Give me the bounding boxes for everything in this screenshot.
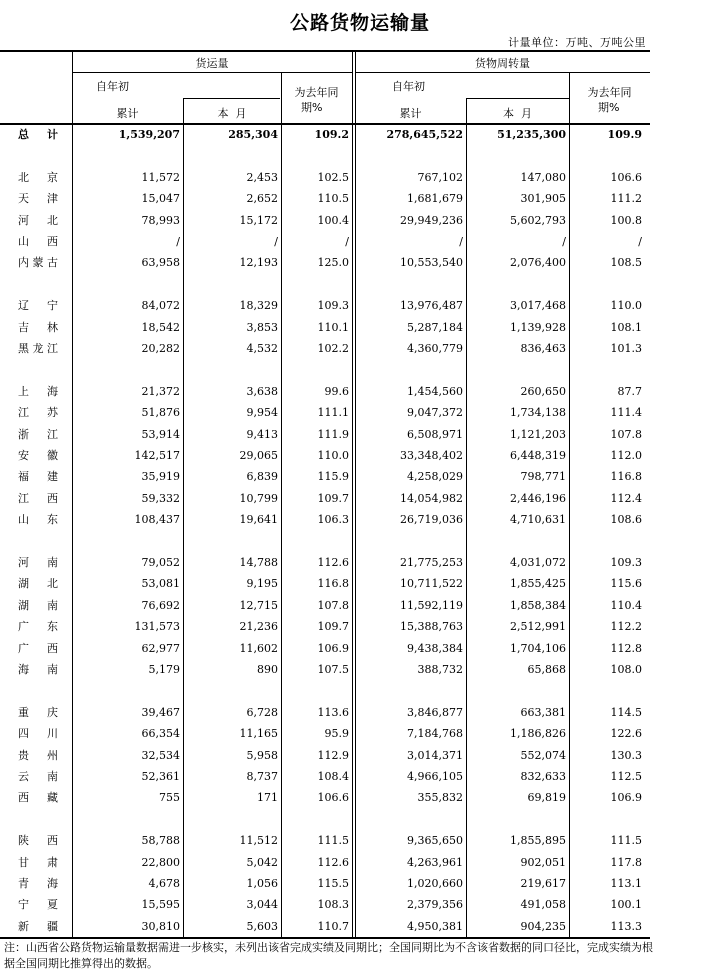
cell-v2: 12,715 (239, 598, 278, 612)
cell-v5: 1,734,138 (510, 406, 566, 420)
cell-v5: 260,650 (520, 384, 566, 398)
cell-v2: 19,641 (239, 513, 278, 527)
cell-v1: 15,595 (141, 898, 180, 912)
cell-v2: 5,958 (246, 748, 278, 762)
cell-v2: 9,413 (246, 427, 278, 441)
cell-v3: 107.5 (317, 663, 349, 676)
cell-v4: 10,553,540 (400, 256, 463, 270)
cell-v5: 1,186,826 (510, 727, 566, 741)
cell-v6: 109.9 (607, 128, 642, 141)
cell-v3: 110.0 (317, 449, 349, 462)
cell-v1: 35,919 (141, 470, 180, 484)
cell-v1: 1,539,207 (118, 128, 180, 141)
cell-v6: 113.3 (610, 919, 642, 933)
region-name: 广东 (18, 620, 58, 634)
cell-v5: 5,602,793 (510, 213, 566, 227)
region-name: 天津 (18, 192, 58, 206)
table-row (0, 338, 650, 359)
table-row (0, 552, 650, 573)
cell-v3: 112.9 (317, 748, 349, 762)
cell-v2: 2,652 (246, 192, 278, 206)
cell-v2: 5,042 (246, 855, 278, 869)
cell-v6: 107.8 (610, 427, 642, 441)
cell-v4: 1,454,560 (407, 384, 463, 398)
cell-v4: / (459, 235, 463, 248)
region-name: 重庆 (18, 705, 58, 719)
cell-v5: 491,058 (520, 898, 566, 912)
cell-v4: 7,184,768 (407, 727, 463, 741)
cell-v3: 113.6 (317, 705, 349, 719)
ytd-rule-right (466, 98, 569, 99)
cell-v6: 122.6 (610, 727, 642, 741)
cell-v2: 8,737 (246, 770, 278, 783)
region-name: 上海 (18, 384, 58, 398)
cell-v6: 112.5 (610, 770, 642, 783)
header-ytd: 自年初 (392, 80, 425, 93)
table-row (0, 873, 650, 894)
cell-v1: 755 (159, 791, 180, 805)
cell-v3: 109.3 (317, 299, 349, 313)
cell-v1: 63,958 (141, 256, 180, 270)
region-name: 内蒙古 (18, 256, 58, 270)
cell-v3: 109.2 (314, 128, 349, 141)
cell-v4: 4,360,779 (407, 342, 463, 355)
cell-v2: 4,532 (246, 342, 278, 355)
cell-v4: 29,949,236 (400, 213, 463, 227)
region-name: 陕西 (18, 834, 58, 848)
header-this-month: 本 月 (503, 107, 532, 120)
cell-v1: 78,993 (141, 213, 180, 227)
cell-v1: 53,081 (141, 577, 180, 591)
cell-v3: 106.9 (317, 641, 349, 655)
table-row (0, 317, 650, 338)
table-row (0, 295, 650, 316)
cell-v4: 13,976,487 (400, 299, 463, 313)
group-header-rule-left (72, 72, 352, 73)
cell-v6: 111.2 (610, 192, 642, 206)
region-name: 甘肃 (18, 855, 58, 869)
table-row (0, 424, 650, 445)
cell-v4: 4,258,029 (407, 470, 463, 484)
cell-v1: 84,072 (141, 299, 180, 313)
cell-v4: 26,719,036 (400, 513, 463, 527)
cell-v3: 110.7 (317, 919, 349, 933)
cell-v5: 2,446,196 (510, 491, 566, 505)
region-name: 云南 (18, 770, 58, 783)
cell-v5: 663,381 (520, 705, 566, 719)
table-row (0, 210, 650, 231)
cell-v4: 3,846,877 (407, 705, 463, 719)
cell-v2: 171 (257, 791, 278, 805)
cell-v2: / (274, 235, 278, 248)
cell-v5: 4,031,072 (510, 556, 566, 569)
cell-v5: 69,819 (527, 791, 566, 805)
table-bottom-rule (0, 937, 650, 939)
cell-v3: 100.4 (317, 213, 349, 227)
page-title: 公路货物运输量 (289, 12, 430, 34)
cell-v2: 15,172 (239, 213, 278, 227)
header-yoy: 期% (598, 101, 620, 114)
cell-v4: 355,832 (417, 791, 463, 805)
cell-v6: 108.1 (610, 320, 642, 334)
cell-v5: 65,868 (527, 663, 566, 676)
cell-v1: 22,800 (141, 855, 180, 869)
cell-v6: 108.5 (610, 256, 642, 270)
cell-v3: 112.6 (317, 556, 349, 569)
cell-v4: 14,054,982 (400, 491, 463, 505)
cell-v5: 2,512,991 (510, 620, 566, 634)
header-yoy: 为去年同 (294, 86, 339, 99)
cell-v3: 112.6 (317, 855, 349, 869)
cell-v5: 904,235 (520, 919, 566, 933)
cell-v3: 115.5 (317, 877, 349, 890)
cell-v4: 1,020,660 (407, 877, 463, 890)
cell-v3: 108.4 (317, 770, 349, 783)
cell-v4: 6,508,971 (407, 427, 463, 441)
unit-label: 计量单位：万吨、万吨公里 (508, 36, 646, 49)
cell-v1: 58,788 (141, 834, 180, 848)
table-row (0, 638, 650, 659)
table-row (0, 231, 650, 252)
cell-v3: 116.8 (317, 577, 349, 591)
cell-v1: 15,047 (141, 192, 180, 206)
cell-v3: 109.7 (317, 620, 349, 634)
cell-v2: 11,602 (239, 641, 278, 655)
cell-v3: 99.6 (324, 384, 349, 398)
cell-v1: 51,876 (141, 406, 180, 420)
cell-v3: 102.5 (317, 170, 349, 184)
cell-v3: 108.3 (317, 898, 349, 912)
cell-v6: 101.3 (610, 342, 642, 355)
cell-v1: 4,678 (148, 877, 180, 890)
cell-v2: 2,453 (246, 170, 278, 184)
cell-v4: 2,379,356 (407, 898, 463, 912)
cell-v4: 11,592,119 (400, 598, 463, 612)
table-row (0, 723, 650, 744)
cell-v5: 902,051 (520, 855, 566, 869)
table-row (0, 573, 650, 594)
cell-v3: 106.3 (317, 513, 349, 527)
table-row (0, 509, 650, 530)
region-name: 青海 (18, 877, 58, 890)
table-row (0, 167, 650, 188)
region-name: 北京 (18, 170, 58, 184)
cell-v1: 62,977 (141, 641, 180, 655)
region-name: 宁夏 (18, 898, 58, 912)
region-name: 新疆 (18, 919, 58, 933)
table-row (0, 381, 650, 402)
cell-v6: 115.6 (610, 577, 642, 591)
cell-v6: 130.3 (610, 748, 642, 762)
region-name: 河南 (18, 556, 58, 569)
cell-v6: 111.4 (610, 406, 642, 420)
cell-v3: 95.9 (324, 727, 349, 741)
header-yoy: 期% (301, 101, 323, 114)
cell-v6: 87.7 (617, 384, 642, 398)
table-row (0, 830, 650, 851)
table-row (0, 188, 650, 209)
cell-v4: 33,348,402 (400, 449, 463, 462)
cell-v2: 9,954 (246, 406, 278, 420)
cell-v2: 890 (257, 663, 278, 676)
region-name: 贵州 (18, 748, 58, 762)
cell-v6: 112.4 (610, 491, 642, 505)
cell-v3: 125.0 (317, 256, 349, 270)
cell-v6: 116.8 (610, 470, 642, 484)
cell-v1: 18,542 (141, 320, 180, 334)
cell-v4: 15,388,763 (400, 620, 463, 634)
freight-table (0, 50, 650, 938)
region-name: 浙江 (18, 427, 58, 441)
cell-v2: 6,839 (246, 470, 278, 484)
cell-v2: 29,065 (239, 449, 278, 462)
cell-v4: 767,102 (417, 170, 463, 184)
total-row (0, 124, 650, 145)
region-name: 福建 (18, 470, 58, 484)
region-name: 辽宁 (18, 299, 58, 313)
cell-v6: / (638, 235, 642, 248)
cell-v2: 1,056 (246, 877, 278, 890)
cell-v1: 52,361 (141, 770, 180, 783)
header-cumulative: 累计 (116, 107, 139, 120)
cell-v6: 108.6 (610, 513, 642, 527)
ytd-rule-left (183, 98, 280, 99)
cell-v1: 59,332 (141, 491, 180, 505)
cell-v2: 9,195 (246, 577, 278, 591)
region-name: 西藏 (18, 791, 58, 805)
cell-v1: 131,573 (134, 620, 180, 634)
cell-v5: 219,617 (520, 877, 566, 890)
cell-v5: 3,017,468 (510, 299, 566, 313)
cell-v5: 1,121,203 (510, 427, 566, 441)
cell-v5: 1,858,384 (510, 598, 566, 612)
table-row (0, 916, 650, 937)
cell-v5: 552,074 (520, 748, 566, 762)
cell-v2: 21,236 (239, 620, 278, 634)
table-row (0, 787, 650, 808)
cell-v4: 9,438,384 (407, 641, 463, 655)
region-name: 湖南 (18, 598, 58, 612)
table-row (0, 488, 650, 509)
cell-v1: 39,467 (141, 705, 180, 719)
cell-v4: 3,014,371 (407, 748, 463, 762)
cell-v2: 6,728 (246, 705, 278, 719)
cell-v1: 142,517 (134, 449, 180, 462)
cell-v5: 6,448,319 (510, 449, 566, 462)
region-name: 吉林 (18, 320, 58, 334)
cell-v3: 110.5 (317, 192, 349, 206)
cell-v4: 1,681,679 (407, 192, 463, 206)
cell-v5: 147,080 (520, 170, 566, 184)
cell-v1: 76,692 (141, 598, 180, 612)
cell-v1: 53,914 (141, 427, 180, 441)
cell-v2: 12,193 (239, 256, 278, 270)
header-cumulative: 累计 (399, 107, 422, 120)
cell-v1: 21,372 (141, 384, 180, 398)
cell-v6: 113.1 (610, 877, 642, 890)
cell-v1: / (176, 235, 180, 248)
cell-v1: 20,282 (141, 342, 180, 355)
cell-v6: 106.9 (610, 791, 642, 805)
cell-v4: 9,047,372 (407, 406, 463, 420)
table-row (0, 745, 650, 766)
table-row (0, 702, 650, 723)
cell-v6: 111.5 (610, 834, 642, 848)
cell-v5: 1,855,425 (510, 577, 566, 591)
cell-v3: 111.9 (317, 427, 349, 441)
cell-v1: 32,534 (141, 748, 180, 762)
cell-v1: 30,810 (141, 919, 180, 933)
cell-v5: 1,704,106 (510, 641, 566, 655)
region-name: 山西 (18, 235, 58, 248)
table-row (0, 616, 650, 637)
cell-v2: 3,044 (246, 898, 278, 912)
cell-v5: 51,235,300 (497, 128, 566, 141)
cell-v2: 3,853 (246, 320, 278, 334)
region-name: 总 计 (18, 128, 58, 141)
table-row (0, 466, 650, 487)
cell-v6: 100.1 (610, 898, 642, 912)
cell-v2: 285,304 (228, 128, 278, 141)
header-ytd: 自年初 (96, 80, 129, 93)
cell-v5: 2,076,400 (510, 256, 566, 270)
cell-v6: 109.3 (610, 556, 642, 569)
cell-v5: 836,463 (520, 342, 566, 355)
cell-v6: 112.2 (610, 620, 642, 634)
region-name: 河北 (18, 213, 58, 227)
cell-v4: 4,966,105 (407, 770, 463, 783)
cell-v6: 108.0 (610, 663, 642, 676)
cell-v2: 3,638 (246, 384, 278, 398)
cell-v6: 110.4 (610, 598, 642, 612)
region-name: 山东 (18, 513, 58, 527)
cell-v1: 79,052 (141, 556, 180, 569)
cell-v4: 4,950,381 (407, 919, 463, 933)
cell-v6: 112.0 (610, 449, 642, 462)
cell-v2: 10,799 (239, 491, 278, 505)
region-name: 安徽 (18, 449, 58, 462)
cell-v4: 21,775,253 (400, 556, 463, 569)
cell-v5: / (562, 235, 566, 248)
cell-v3: 111.1 (317, 406, 349, 420)
header-freight-volume: 货运量 (195, 57, 229, 70)
region-name: 湖北 (18, 577, 58, 591)
cell-v3: 111.5 (317, 834, 349, 848)
cell-v6: 110.0 (610, 299, 642, 313)
table-row (0, 445, 650, 466)
cell-v5: 832,633 (520, 770, 566, 783)
cell-v6: 114.5 (610, 705, 642, 719)
cell-v4: 388,732 (417, 663, 463, 676)
header-this-month: 本 月 (217, 107, 247, 120)
cell-v3: 107.8 (317, 598, 349, 612)
cell-v1: 108,437 (134, 513, 180, 527)
cell-v2: 11,165 (239, 727, 278, 741)
table-row (0, 852, 650, 873)
region-name: 黑龙江 (18, 342, 58, 355)
cell-v5: 4,710,631 (510, 513, 566, 527)
header-freight-turnover: 货物周转量 (475, 57, 530, 70)
cell-v3: 109.7 (317, 491, 349, 505)
cell-v5: 1,139,928 (510, 320, 566, 334)
table-row (0, 766, 650, 787)
table-row (0, 402, 650, 423)
cell-v2: 14,788 (239, 556, 278, 569)
cell-v5: 301,905 (520, 192, 566, 206)
cell-v4: 4,263,961 (407, 855, 463, 869)
cell-v3: 110.1 (317, 320, 349, 334)
header-yoy: 为去年同 (587, 86, 632, 99)
table-row (0, 894, 650, 915)
cell-v2: 11,512 (239, 834, 278, 848)
cell-v4: 5,287,184 (407, 320, 463, 334)
cell-v1: 66,354 (141, 727, 180, 741)
table-row (0, 595, 650, 616)
cell-v6: 117.8 (610, 855, 642, 869)
cell-v2: 18,329 (239, 299, 278, 313)
footnote: 注：山西省公路货物运输量数据需进一步核实，未列出该省完成实绩及同期比；全国同期比为不含该省数据的同口径比，完成实绩为根据全国同期比推算得出的数据。 (4, 941, 653, 970)
group-header-rule-right (355, 72, 650, 73)
cell-v3: / (345, 235, 349, 248)
cell-v5: 798,771 (520, 470, 566, 484)
cell-v4: 9,365,650 (407, 834, 463, 848)
table-row (0, 252, 650, 273)
cell-v6: 112.8 (610, 641, 642, 655)
table-row (0, 659, 650, 680)
cell-v4: 10,711,522 (400, 577, 463, 591)
cell-v1: 11,572 (141, 170, 180, 184)
cell-v2: 5,603 (246, 919, 278, 933)
cell-v6: 100.8 (610, 213, 642, 227)
region-name: 江苏 (18, 406, 58, 420)
table-top-rule (0, 50, 650, 52)
region-name: 江西 (18, 491, 58, 505)
region-name: 四川 (18, 727, 58, 741)
cell-v3: 102.2 (317, 342, 349, 355)
cell-v3: 115.9 (317, 470, 349, 484)
region-name: 海南 (18, 663, 58, 676)
cell-v3: 106.6 (317, 791, 349, 805)
cell-v6: 106.6 (610, 170, 642, 184)
cell-v5: 1,855,895 (510, 834, 566, 848)
region-name: 广西 (18, 641, 58, 655)
cell-v4: 278,645,522 (386, 128, 463, 141)
cell-v1: 5,179 (148, 663, 180, 676)
